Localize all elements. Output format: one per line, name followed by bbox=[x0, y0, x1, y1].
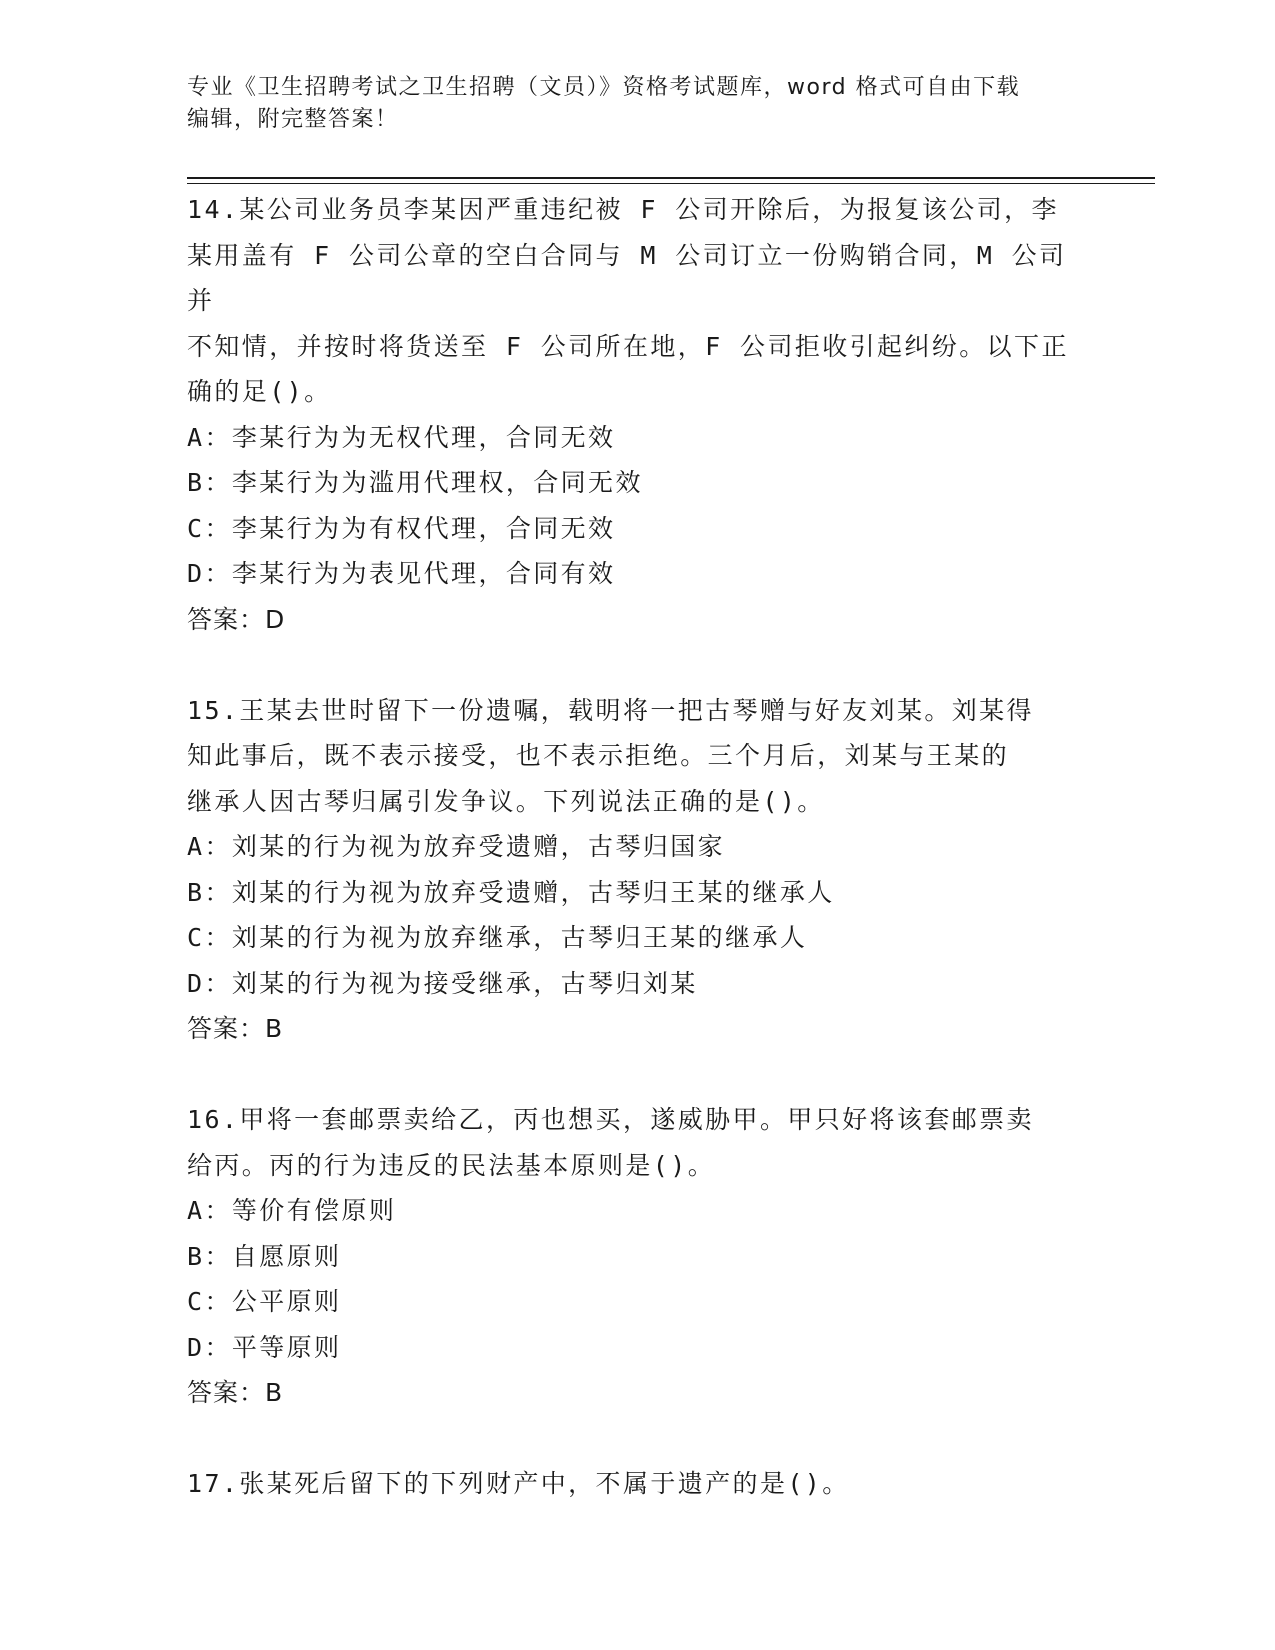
header-divider-thin bbox=[187, 183, 1155, 184]
option-c: C：刘某的行为视为放弃继承，古琴归王某的继承人 bbox=[187, 923, 808, 952]
question-stem-line: 17.张某死后留下的下列财产中，不属于遗产的是()。 bbox=[187, 1469, 850, 1498]
answer-line: 答案：D bbox=[187, 604, 286, 634]
option-d: D：李某行为为表见代理，合同有效 bbox=[187, 559, 616, 588]
question-stem-line: 15.王某去世时留下一份遗嘱，载明将一把古琴赠与好友刘某。刘某得 bbox=[187, 695, 1034, 725]
answer-line: 答案：B bbox=[187, 1378, 284, 1407]
option-b: B：自愿原则 bbox=[187, 1241, 342, 1271]
header-divider-thick bbox=[187, 177, 1155, 179]
question-stem-line: 知此事后，既不表示接受，也不表示拒绝。三个月后，刘某与王某的 bbox=[187, 741, 1010, 770]
option-d: D：平等原则 bbox=[187, 1332, 342, 1362]
option-c: C：公平原则 bbox=[187, 1287, 342, 1316]
document-header bbox=[187, 72, 1087, 136]
header-line-1: 专业《卫生招聘考试之卫生招聘（文员）》资格考试题库，word 格式可自由下载 bbox=[187, 75, 1021, 100]
header-line-2: 编辑，附完整答案！ bbox=[187, 107, 399, 132]
option-b: B：李某行为为滥用代理权，合同无效 bbox=[187, 468, 643, 497]
question-spacer bbox=[187, 642, 1087, 688]
question-stem-line: 14.某公司业务员李某因严重违纪被 F 公司开除后，为报复该公司，李 bbox=[187, 195, 1059, 224]
answer-line: 答案：B bbox=[187, 1014, 284, 1043]
question-list bbox=[187, 187, 1087, 1507]
question-15 bbox=[187, 688, 1087, 1052]
question-stem-line: 不知情，并按时将货送至 F 公司所在地，F 公司拒收引起纠纷。以下正 bbox=[187, 331, 1069, 361]
question-stem-line: 给丙。丙的行为违反的民法基本原则是()。 bbox=[187, 1150, 716, 1180]
option-a: A：刘某的行为视为放弃受遗赠，古琴归国家 bbox=[187, 832, 726, 861]
question-17 bbox=[187, 1461, 1087, 1507]
question-14 bbox=[187, 187, 1087, 642]
question-stem-line: 继承人因古琴归属引发争议。下列说法正确的是()。 bbox=[187, 786, 825, 816]
question-spacer bbox=[187, 1416, 1087, 1462]
question-stem-line: 16.甲将一套邮票卖给乙，丙也想买，遂威胁甲。甲只好将该套邮票卖 bbox=[187, 1105, 1034, 1134]
option-c: C：李某行为为有权代理，合同无效 bbox=[187, 513, 616, 543]
question-stem-line: 确的足()。 bbox=[187, 377, 332, 406]
option-a: A：等价有偿原则 bbox=[187, 1196, 397, 1225]
question-16 bbox=[187, 1097, 1087, 1416]
question-spacer bbox=[187, 1052, 1087, 1098]
option-a: A：李某行为为无权代理，合同无效 bbox=[187, 422, 616, 452]
question-stem-line: 某用盖有 F 公司公章的空白合同与 M 公司订立一份购销合同，M 公司并 bbox=[187, 240, 1067, 315]
option-b: B：刘某的行为视为放弃受遗赠，古琴归王某的继承人 bbox=[187, 877, 835, 907]
option-d: D：刘某的行为视为接受继承，古琴归刘某 bbox=[187, 968, 698, 998]
